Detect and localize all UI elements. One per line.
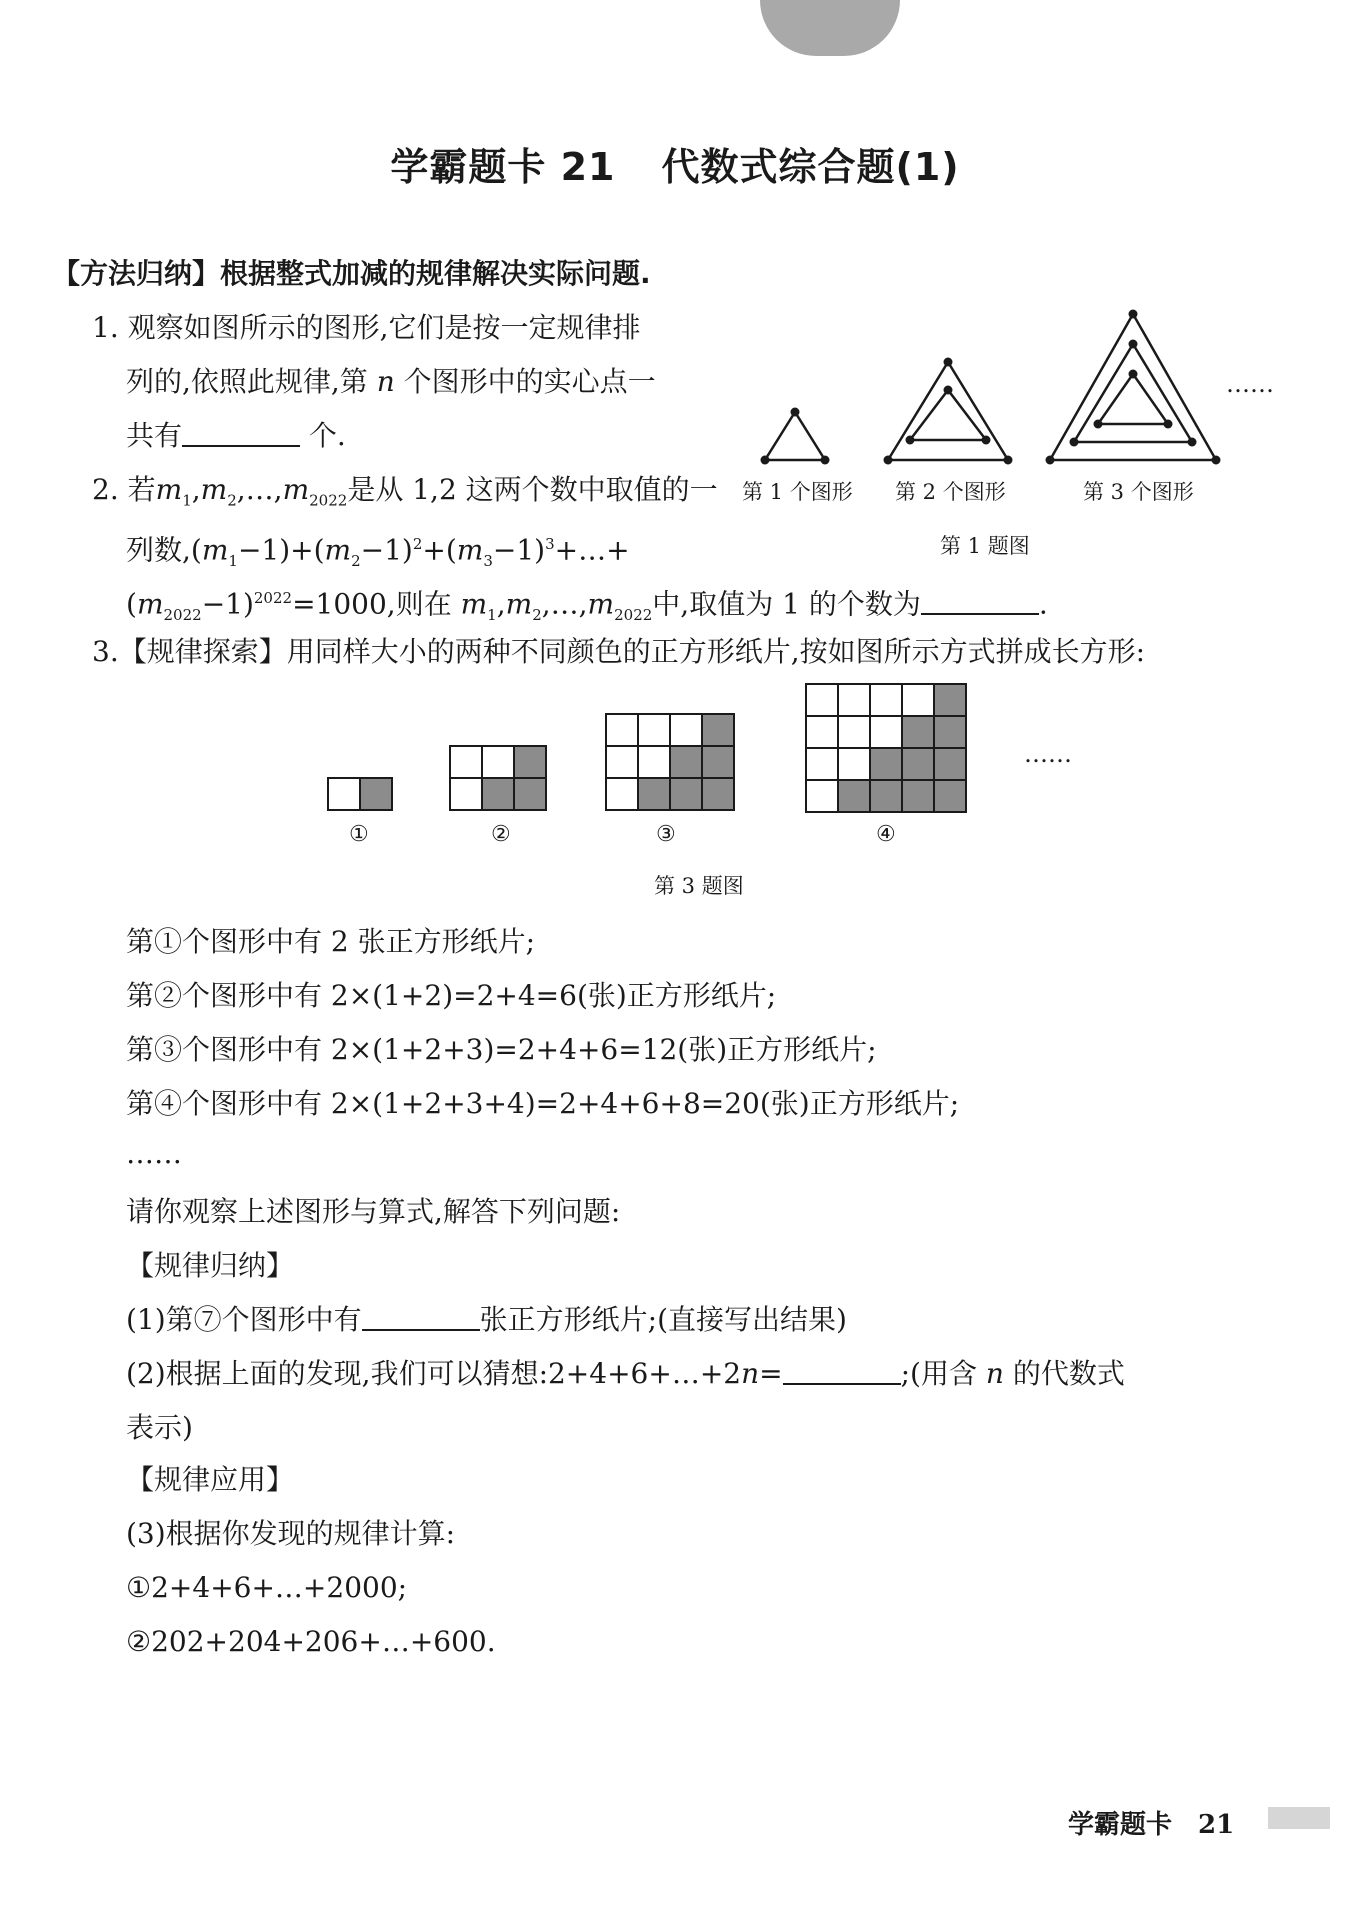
- q3-line-4: 第④个图形中有 2×(1+2+3+4)=2+4+6+8=20(张)正方形纸片;: [126, 1087, 960, 1120]
- shaded-square: [838, 780, 870, 812]
- white-square: [638, 714, 670, 746]
- q3-part2-tail: 表示): [126, 1411, 193, 1444]
- q1-figure-1: [761, 408, 830, 465]
- q3-label-2: ②: [491, 822, 511, 847]
- title-left: 学霸题卡 21: [390, 145, 616, 189]
- shaded-square: [482, 778, 514, 810]
- white-square: [838, 716, 870, 748]
- q3-line-1: 第①个图形中有 2 张正方形纸片;: [126, 925, 536, 958]
- white-square: [606, 714, 638, 746]
- q3-figure-ellipsis: ……: [1024, 740, 1072, 768]
- white-square: [450, 778, 482, 810]
- white-square: [670, 714, 702, 746]
- shaded-square: [902, 748, 934, 780]
- q1-figure-ellipsis: ……: [1226, 370, 1274, 398]
- shaded-square: [902, 716, 934, 748]
- white-square: [606, 746, 638, 778]
- title-right: 代数式综合题(1): [661, 145, 960, 189]
- q1-figure-3: [1046, 310, 1221, 465]
- white-square: [806, 684, 838, 716]
- q3-apply-tag: 【规律应用】: [126, 1463, 295, 1496]
- q2-line2: 列数$,(m_1-1)+(m_2-1)^2+(m_3-1)^3+\dots+$: [126, 533, 630, 570]
- shaded-square: [702, 746, 734, 778]
- q3-part3-2: ②202+204+206+…+600.: [126, 1625, 496, 1658]
- page-footer: 学霸题卡 21: [1068, 1810, 1235, 1840]
- shaded-square: [870, 748, 902, 780]
- q3-part3: (3)根据你发现的规律计算:: [126, 1517, 456, 1550]
- q3-figure-3: [606, 714, 734, 810]
- q2-line3: $(m_{2022}-1)^{2022}=1000$,则在 $m_1,m_2,\dots,m_{2022}$中,取值为 1 的个数为 .: [126, 587, 1048, 624]
- q3-line-2: 第②个图形中有 2×(1+2)=2+4=6(张)正方形纸片;: [126, 979, 777, 1012]
- shaded-square: [702, 714, 734, 746]
- white-square: [638, 746, 670, 778]
- q1-line1: 1. 观察如图所示的图形,它们是按一定规律排: [92, 311, 641, 344]
- q3-label-4: ④: [876, 822, 896, 847]
- shaded-square: [638, 778, 670, 810]
- shaded-square: [670, 746, 702, 778]
- shaded-square: [934, 780, 966, 812]
- shaded-square: [670, 778, 702, 810]
- white-square: [806, 716, 838, 748]
- shaded-square: [514, 778, 546, 810]
- q2-line1: 2. 若$m_1,m_2,\dots,m_{2022}$是从 1,2 这两个数中取值的一: [92, 473, 718, 510]
- q3-label-1: ①: [349, 822, 369, 847]
- q1-line3: 共有 个.: [126, 419, 346, 452]
- q3-figure-2: [450, 746, 546, 810]
- white-square: [328, 778, 360, 810]
- q3-part2: (2)根据上面的发现,我们可以猜想:2+4+6+…+2n= ;(用含 n 的代数式: [126, 1357, 1125, 1390]
- shaded-square: [902, 780, 934, 812]
- q1-caption-3: 第 3 个图形: [1083, 480, 1194, 504]
- q1-figure-title: 第 1 题图: [940, 534, 1030, 558]
- q3-line-ellipsis: ……: [126, 1137, 182, 1170]
- q1-caption-1: 第 1 个图形: [742, 480, 853, 504]
- shaded-square: [514, 746, 546, 778]
- q3-line-prompt: 请你观察上述图形与算式,解答下列问题:: [126, 1195, 621, 1228]
- white-square: [838, 748, 870, 780]
- q3-line-3: 第③个图形中有 2×(1+2+3)=2+4+6=12(张)正方形纸片;: [126, 1033, 877, 1066]
- shaded-square: [934, 684, 966, 716]
- q3-part1: (1)第⑦个图形中有 张正方形纸片;(直接写出结果): [126, 1303, 847, 1336]
- method-summary: 【方法归纳】根据整式加减的规律解决实际问题.: [52, 257, 651, 290]
- white-square: [870, 716, 902, 748]
- q1-figure-2: [884, 358, 1013, 465]
- white-square: [806, 748, 838, 780]
- white-square: [870, 684, 902, 716]
- shaded-square: [702, 778, 734, 810]
- white-square: [902, 684, 934, 716]
- q3-figure-title: 第 3 题图: [654, 874, 744, 898]
- white-square: [450, 746, 482, 778]
- q3-label-3: ③: [656, 822, 676, 847]
- shaded-square: [870, 780, 902, 812]
- shaded-square: [934, 748, 966, 780]
- q3-intro: 3.【规律探索】用同样大小的两种不同颜色的正方形纸片,按如图所示方式拼成长方形:: [92, 635, 1146, 668]
- white-square: [606, 778, 638, 810]
- white-square: [482, 746, 514, 778]
- shaded-square: [934, 716, 966, 748]
- q1-line2: 列的,依照此规律,第 n 个图形中的实心点一: [126, 365, 656, 398]
- q3-figure-4: [806, 684, 966, 812]
- q1-caption-2: 第 2 个图形: [895, 480, 1006, 504]
- white-square: [806, 780, 838, 812]
- white-square: [838, 684, 870, 716]
- q3-figure-1: [328, 778, 392, 810]
- shaded-square: [360, 778, 392, 810]
- q3-part3-1: ①2+4+6+…+2000;: [126, 1571, 408, 1604]
- q3-rule-tag: 【规律归纳】: [126, 1249, 295, 1282]
